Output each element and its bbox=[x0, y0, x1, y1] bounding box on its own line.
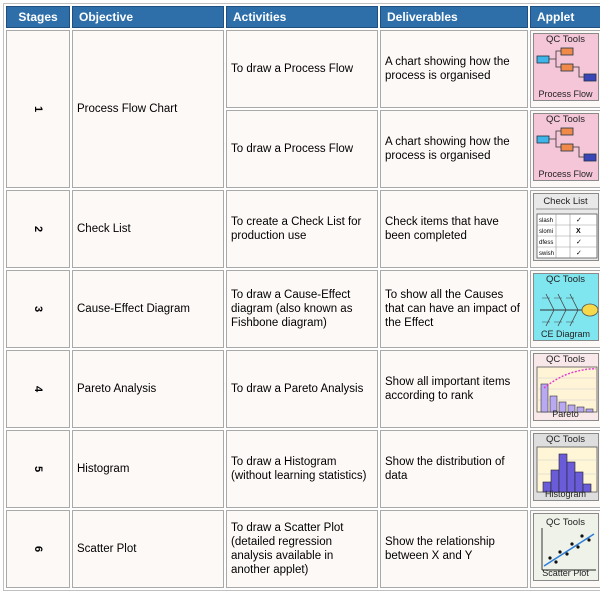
applet-cell bbox=[530, 350, 600, 428]
deliverable-cell: A chart showing how the process is organised bbox=[380, 110, 528, 188]
activity-cell: To draw a Cause-Effect diagram (also known as Fishbone diagram) bbox=[226, 270, 378, 348]
applet-cell bbox=[530, 510, 600, 588]
header-stages: Stages bbox=[6, 6, 70, 28]
activity-cell: To draw a Process Flow bbox=[226, 30, 378, 108]
applet-cell bbox=[530, 270, 600, 348]
activity-cell: To create a Check List for production use bbox=[226, 190, 378, 268]
applet-title: QC Tools bbox=[546, 114, 585, 125]
table-row bbox=[6, 190, 600, 268]
applet-cell bbox=[530, 190, 600, 268]
scatter-plot-applet-thumbnail[interactable] bbox=[533, 513, 599, 581]
stage-number: 6 bbox=[6, 510, 70, 588]
objective-cell: Pareto Analysis bbox=[72, 350, 224, 428]
applet-cell bbox=[530, 30, 600, 108]
deliverable-cell: To show all the Causes that can have an impact of the Effect bbox=[380, 270, 528, 348]
applet-label: CE Diagram bbox=[540, 329, 590, 339]
qc-stages-table bbox=[3, 3, 600, 591]
stage-number: 4 bbox=[6, 350, 70, 428]
applet-label: Process Flow bbox=[538, 89, 593, 99]
applet-title: QC Tools bbox=[546, 434, 585, 445]
check-list-icon bbox=[534, 194, 599, 261]
applet-label: Scatter Plot bbox=[542, 568, 589, 578]
activity-cell: To draw a Process Flow bbox=[226, 110, 378, 188]
applet-label: Histogram bbox=[544, 489, 586, 499]
header-applet: Applet bbox=[530, 6, 600, 28]
applet-cell bbox=[530, 430, 600, 508]
table-row bbox=[6, 30, 600, 108]
applet-title: QC Tools bbox=[546, 517, 585, 528]
process-flow-applet-thumbnail[interactable] bbox=[533, 33, 599, 101]
check-mark: X bbox=[575, 228, 581, 235]
activity-cell: To draw a Scatter Plot (detailed regression analysis available in another applet) bbox=[226, 510, 378, 588]
histogram-applet-thumbnail[interactable] bbox=[533, 433, 599, 501]
objective-cell: Check List bbox=[72, 190, 224, 268]
applet-title: QC Tools bbox=[546, 354, 585, 365]
header-activities: Activities bbox=[226, 6, 378, 28]
pareto-applet-thumbnail[interactable] bbox=[533, 353, 599, 421]
stage-number: 5 bbox=[6, 430, 70, 508]
check-mark: ✓ bbox=[575, 216, 582, 224]
deliverable-cell: A chart showing how the process is organised bbox=[380, 30, 528, 108]
deliverable-cell: Check items that have been completed bbox=[380, 190, 528, 268]
header-objective: Objective bbox=[72, 6, 224, 28]
deliverable-cell: Show the relationship between X and Y bbox=[380, 510, 528, 588]
check-item: slomi bbox=[538, 229, 553, 235]
check-item: slash bbox=[538, 218, 553, 224]
applet-title: QC Tools bbox=[546, 274, 585, 285]
check-mark: ✓ bbox=[575, 249, 582, 257]
ce-diagram-applet-thumbnail[interactable] bbox=[533, 273, 599, 341]
stage-number: 2 bbox=[6, 190, 70, 268]
check-item: dfess bbox=[538, 240, 553, 246]
applet-label: Process Flow bbox=[538, 169, 593, 179]
applet-title: QC Tools bbox=[546, 34, 585, 45]
check-list-applet-thumbnail[interactable] bbox=[533, 193, 599, 261]
deliverable-cell: Show the distribution of data bbox=[380, 430, 528, 508]
header-row bbox=[6, 6, 600, 28]
stage-number: 3 bbox=[6, 270, 70, 348]
objective-cell: Process Flow Chart bbox=[72, 30, 224, 188]
process-flow-applet-thumbnail[interactable] bbox=[533, 113, 599, 181]
objective-cell: Histogram bbox=[72, 430, 224, 508]
stage-number: 1 bbox=[6, 30, 70, 188]
table-row bbox=[6, 510, 600, 588]
activity-cell: To draw a Pareto Analysis bbox=[226, 350, 378, 428]
applet-label: Pareto bbox=[552, 409, 579, 419]
applet-cell bbox=[530, 110, 600, 188]
deliverable-cell: Show all important items according to rank bbox=[380, 350, 528, 428]
objective-cell: Scatter Plot bbox=[72, 510, 224, 588]
header-deliverables: Deliverables bbox=[380, 6, 528, 28]
check-mark: ✓ bbox=[575, 238, 582, 246]
activity-cell: To draw a Histogram (without learning statistics) bbox=[226, 430, 378, 508]
table-row bbox=[6, 270, 600, 348]
table-row bbox=[6, 430, 600, 508]
objective-cell: Cause-Effect Diagram bbox=[72, 270, 224, 348]
table-row bbox=[6, 350, 600, 428]
check-item: swish bbox=[538, 251, 554, 257]
applet-title: Check List bbox=[543, 196, 588, 207]
